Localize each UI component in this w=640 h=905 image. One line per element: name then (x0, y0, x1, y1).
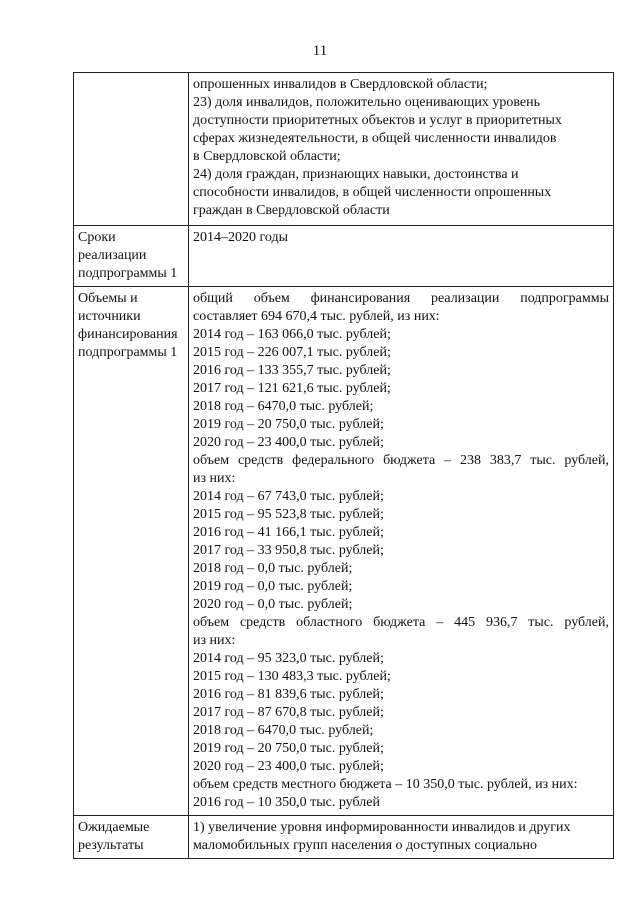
passport-table (73, 72, 614, 859)
funding-line: 2018 год – 6470,0 тыс. рублей; (193, 723, 374, 738)
funding-line: 2016 год – 41 166,1 тыс. рублей; (193, 525, 384, 540)
funding-line: 2014 год – 163 066,0 тыс. рублей; (193, 327, 391, 342)
funding-line: 2020 год – 23 400,0 тыс. рублей; (193, 759, 384, 774)
content-cell-results (189, 816, 614, 859)
indicator-line: 24) доля граждан, признающих навыки, достоинства и (193, 167, 519, 182)
indicator-line: 23) доля инвалидов, положительно оценивающих уровень (193, 95, 540, 110)
funding-line: объем средств местного бюджета – 10 350,0 тыс. рублей, из них: (193, 777, 578, 792)
funding-line: 2015 год – 226 007,1 тыс. рублей; (193, 345, 391, 360)
funding-line: 2017 год – 87 670,8 тыс. рублей; (193, 705, 384, 720)
table-row-terms (74, 226, 614, 287)
funding-line: составляет 694 670,4 тыс. рублей, из них: (193, 309, 440, 324)
funding-line: 2016 год – 81 839,6 тыс. рублей; (193, 687, 384, 702)
table-row-results (74, 816, 614, 859)
label-cell-terms (74, 226, 189, 287)
row-label-line: подпрограммы 1 (78, 266, 178, 281)
funding-line: 2015 год – 95 523,8 тыс. рублей; (193, 507, 384, 522)
funding-line: 2016 год – 133 355,7 тыс. рублей; (193, 363, 391, 378)
content-cell-indicators (189, 73, 614, 226)
funding-line: 2019 год – 20 750,0 тыс. рублей; (193, 417, 384, 432)
row-label-line: Ожидаемые (78, 820, 150, 835)
indicator-line: в Свердловской области; (193, 149, 341, 164)
funding-line: общий объем финансирования реализации подпрограммы (193, 291, 609, 306)
table-row-funding (74, 287, 614, 816)
row-label-line: результаты (78, 838, 144, 853)
funding-line: 2014 год – 95 323,0 тыс. рублей; (193, 651, 384, 666)
row-label-line: финансирования (78, 327, 178, 342)
funding-line: из них: (193, 471, 236, 486)
label-cell-results (74, 816, 189, 859)
funding-line: 2019 год – 0,0 тыс. рублей; (193, 579, 353, 594)
funding-line: 2019 год – 20 750,0 тыс. рублей; (193, 741, 384, 756)
funding-line: 2016 год – 10 350,0 тыс. рублей (193, 795, 380, 810)
funding-line: объем средств федерального бюджета – 238 383,7 тыс. рублей, (193, 453, 609, 468)
funding-line: 2017 год – 121 621,6 тыс. рублей; (193, 381, 391, 396)
label-cell-funding (74, 287, 189, 816)
indicator-line: опрошенных инвалидов в Свердловской области; (193, 77, 488, 92)
row-label-line: подпрограммы 1 (78, 345, 178, 360)
row-label-line: источники (78, 309, 141, 324)
funding-line: 2015 год – 130 483,3 тыс. рублей; (193, 669, 391, 684)
indicator-line: граждан в Свердловской области (193, 203, 390, 218)
row-label-line: Сроки (78, 230, 116, 245)
funding-line: 2018 год – 0,0 тыс. рублей; (193, 561, 353, 576)
row-label-line: Объемы и (78, 291, 138, 306)
content-cell-terms (189, 226, 614, 287)
results-line: 1) увеличение уровня информированности инвалидов и других (193, 820, 571, 835)
funding-line: из них: (193, 633, 236, 648)
indicator-line: способности инвалидов, в общей численности опрошенных (193, 185, 552, 200)
funding-line: 2018 год – 6470,0 тыс. рублей; (193, 399, 374, 414)
table-row-indicators (74, 73, 614, 226)
funding-line: 2014 год – 67 743,0 тыс. рублей; (193, 489, 384, 504)
content-cell-funding (189, 287, 614, 816)
funding-line: 2020 год – 23 400,0 тыс. рублей; (193, 435, 384, 450)
row-label-line: реализации (78, 248, 147, 263)
page-number: 11 (312, 43, 328, 59)
indicator-line: доступности приоритетных объектов и услуг в приоритетных (193, 113, 562, 128)
indicator-line: сферах жизнедеятельности, в общей численности инвалидов (193, 131, 557, 146)
label-cell-indicators (74, 73, 189, 226)
funding-line: объем средств областного бюджета – 445 936,7 тыс. рублей, (193, 615, 609, 630)
terms-line: 2014–2020 годы (193, 230, 289, 245)
results-line: маломобильных групп населения о доступных социально (193, 838, 537, 853)
funding-line: 2020 год – 0,0 тыс. рублей; (193, 597, 353, 612)
funding-line: 2017 год – 33 950,8 тыс. рублей; (193, 543, 384, 558)
